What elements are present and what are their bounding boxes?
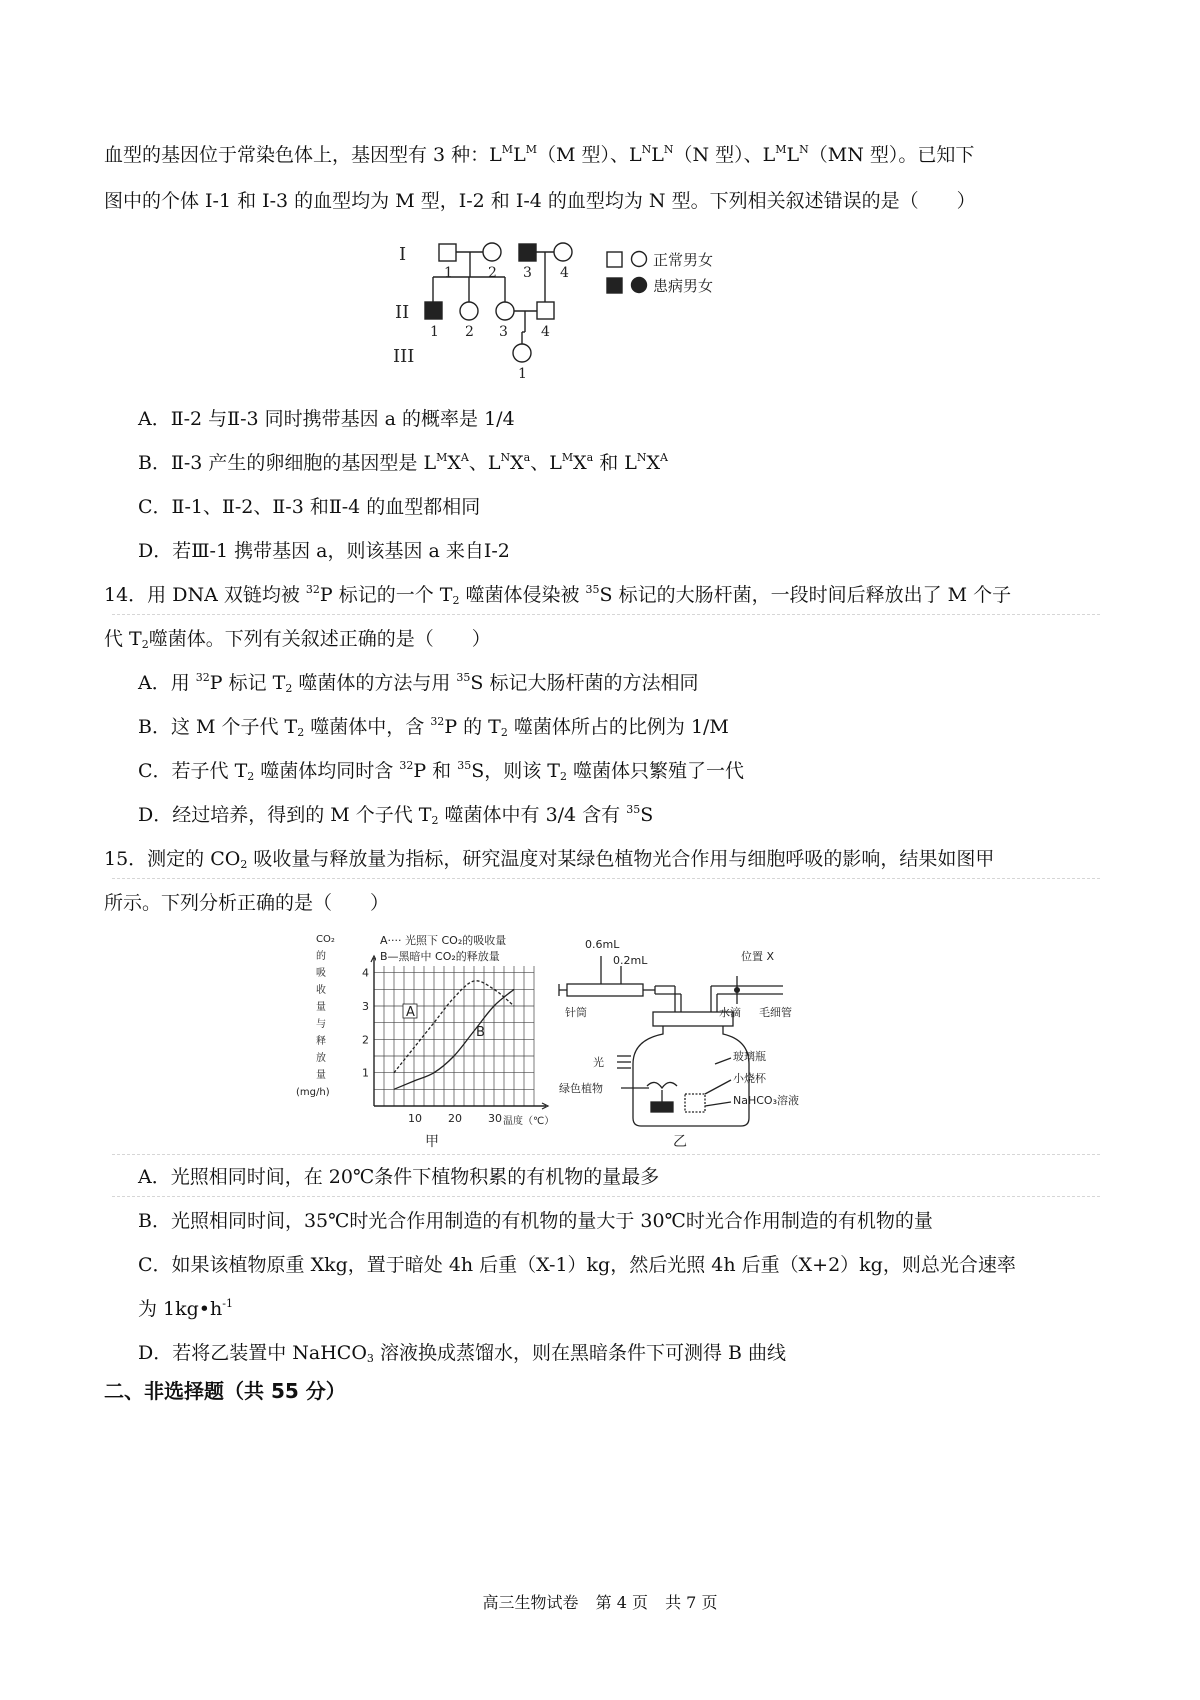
figure-yi-caption: 乙	[673, 1134, 687, 1150]
q15-option-c-line-1: C．如果该植物原重 Xkg，置于暗处 4h 后重（X-1）kg，然后光照 4h 后重（X+2）kg，则总光合速率	[138, 1254, 1016, 1276]
y-axis-label-char: 吸	[316, 968, 326, 979]
q14-option-c: C．若子代 $T_2$ 噬菌体均同时含 $^{32}$P 和 $^{35}$S，则该 $T_2$ 噬菌体只繁殖了一代	[138, 759, 745, 783]
svg-text:位置 X: 位置 X	[741, 950, 775, 963]
svg-text:NaHCO₃溶液: NaHCO₃溶液	[733, 1094, 799, 1107]
y-tick-label: 2	[362, 1033, 369, 1047]
gen2-female-2	[460, 302, 478, 320]
x-tick-label: 30	[488, 1112, 502, 1125]
q13-option-a: A．Ⅱ-2 与Ⅱ-3 同时携带基因 a 的概率是 1/4	[138, 408, 515, 430]
q13-option-d: D．若Ⅲ-1 携带基因 a，则该基因 a 来自Ⅰ-2	[138, 540, 510, 562]
legend-affected-male-icon	[607, 278, 622, 293]
svg-text:3: 3	[523, 265, 532, 281]
q15-option-b: B．光照相同时间，35℃时光合作用制造的有机物的量大于 30℃时光合作用制造的有机物的量	[138, 1210, 933, 1232]
intro-line-1: 血型的基因位于常染色体上，基因型有 3 种：$L^ML^M(M$ 型）、$L^NL^N(N$ 型）、$L^ML^N(MN$ 型）。已知下	[104, 143, 975, 166]
x-tick-label: 10	[408, 1112, 422, 1125]
legend-normal-label: 正常男女	[653, 251, 714, 269]
q15-stem-line-1: 15．测定的 $CO_2$ 吸收量与释放量为指标，研究温度对某绿色植物光合作用与细胞呼吸的影响，结果如图甲	[104, 848, 995, 871]
x-tick-label: 20	[448, 1112, 462, 1125]
svg-text:1: 1	[430, 324, 439, 340]
y-axis-label-char: 与	[316, 1019, 326, 1030]
svg-text:毛细管: 毛细管	[759, 1006, 792, 1019]
gen2-male-1	[425, 302, 442, 319]
gen-label-2: II	[395, 302, 410, 323]
y-axis-label-char: 量	[316, 1070, 326, 1081]
svg-text:光: 光	[593, 1056, 604, 1069]
page-footer	[0, 1590, 1200, 1613]
legend-normal-female-icon	[632, 252, 647, 267]
svg-text:4: 4	[560, 265, 569, 281]
gen-label-3: III	[393, 346, 415, 367]
svg-text:2: 2	[488, 265, 497, 281]
svg-text:水滴: 水滴	[719, 1006, 741, 1019]
y-axis-label-char: 释	[316, 1036, 326, 1047]
y-axis-label-char: (mg/h)	[296, 1087, 330, 1098]
beaker	[685, 1094, 705, 1112]
gen2-female-3	[496, 302, 514, 320]
q14-option-a: A．用 $^{32}$P 标记 $T_2$ 噬菌体的方法与用 $^{35}$S 标记大肠杆菌的方法相同	[138, 671, 699, 695]
svg-text:4: 4	[541, 324, 550, 340]
legend-b: B—黑暗中 CO₂的释放量	[380, 950, 500, 963]
q14-option-b: B．这 M 个子代 $T_2$ 噬菌体中，含 $^{32}$P 的 $T_2$ 噬菌体所占的比例为 1/M	[138, 715, 729, 739]
syringe-body	[567, 984, 643, 996]
svg-text:0.2mL: 0.2mL	[613, 954, 648, 967]
gen1-male-1	[439, 244, 456, 261]
q15-stem-line-2: 所示。下列分析正确的是（ ）	[104, 892, 390, 914]
q14-stem-line-1: 14．用 DNA 双链均被 $^{32}$P 标记的一个 $T_2$ 噬菌体侵染被 $^{35}$S 标记的大肠杆菌，一段时间后释放出了 M 个子	[104, 583, 1012, 607]
y-axis-label-char: 放	[316, 1053, 326, 1064]
legend-normal-male-icon	[607, 252, 622, 267]
gen-label-1: I	[399, 244, 407, 265]
curve-b-label: B	[476, 1025, 485, 1040]
gen2-male-4	[537, 302, 554, 319]
gen1-female-4	[554, 243, 572, 261]
y-axis-label-char: 收	[316, 985, 326, 996]
svg-text:1: 1	[518, 366, 527, 382]
svg-text:2: 2	[465, 324, 474, 340]
y-tick-label: 4	[362, 966, 369, 980]
gen1-male-3	[519, 244, 536, 261]
y-tick-label: 1	[362, 1066, 369, 1080]
svg-text:针筒: 针筒	[565, 1006, 587, 1019]
q15-option-a: A．光照相同时间，在 20℃条件下植物积累的有机物的量最多	[138, 1166, 660, 1188]
footer-subject: 高三生物试卷	[482, 1593, 579, 1612]
plant-pot	[651, 1102, 673, 1112]
footer-page: 第 4 页	[595, 1593, 648, 1612]
figure-jia-caption: 甲	[425, 1134, 439, 1150]
gen1-female-2	[483, 243, 501, 261]
footer-total: 共 7 页	[665, 1593, 718, 1612]
curve-a-label: A	[406, 1005, 415, 1020]
svg-text:玻璃瓶: 玻璃瓶	[733, 1050, 766, 1063]
q15-option-c-line-2: 为 $1kg•h^{-1}$	[138, 1297, 233, 1320]
legend-affected-label: 患病男女	[653, 277, 714, 295]
svg-text:1: 1	[444, 265, 453, 281]
y-axis-label-char: 量	[316, 1002, 326, 1013]
q13-option-c: C．Ⅱ-1、Ⅱ-2、Ⅱ-3 和Ⅱ-4 的血型都相同	[138, 496, 481, 518]
y-axis-label-char: 的	[316, 951, 326, 962]
q15-option-d: D．若将乙装置中 NaHCO$_3$ 溶液换成蒸馏水，则在黑暗条件下可测得 B 曲线	[138, 1342, 787, 1365]
legend-a: A···· 光照下 CO₂的吸收量	[380, 934, 507, 947]
q13-option-b: B．Ⅱ-3 产生的卵细胞的基因型是 $L^MX^A$、$L^NX^a$、$L^MX^a$ 和 $L^NX^A$	[138, 451, 668, 474]
section-2-heading: 二、非选择题（共 55 分）	[104, 1379, 346, 1403]
figure-yi-apparatus	[555, 930, 820, 1150]
intro-line-2: 图中的个体 I-1 和 I-3 的血型均为 M 型，I-2 和 I-4 的血型均为 N 型。下列相关叙述错误的是（ ）	[104, 190, 976, 212]
svg-text:绿色植物: 绿色植物	[559, 1082, 603, 1095]
y-axis-label-char: CO₂	[316, 934, 335, 945]
pedigree-chart	[385, 232, 765, 382]
q14-stem-line-2: 代 $T_2$噬菌体。下列有关叙述正确的是（ ）	[104, 628, 491, 651]
gen3-female-1	[513, 344, 531, 362]
legend-affected-female-icon	[632, 278, 647, 293]
figure-jia-chart	[292, 928, 560, 1150]
svg-text:小烧杯: 小烧杯	[733, 1072, 766, 1085]
svg-text:3: 3	[499, 324, 508, 340]
svg-text:0.6mL: 0.6mL	[585, 938, 620, 951]
q14-option-d: D．经过培养，得到的 M 个子代 $T_2$ 噬菌体中有 3/4 含有 $^{35}$S	[138, 803, 654, 827]
y-tick-label: 3	[362, 1000, 369, 1013]
x-axis-label: 温度（℃）	[503, 1116, 555, 1127]
water-drop	[734, 987, 740, 993]
